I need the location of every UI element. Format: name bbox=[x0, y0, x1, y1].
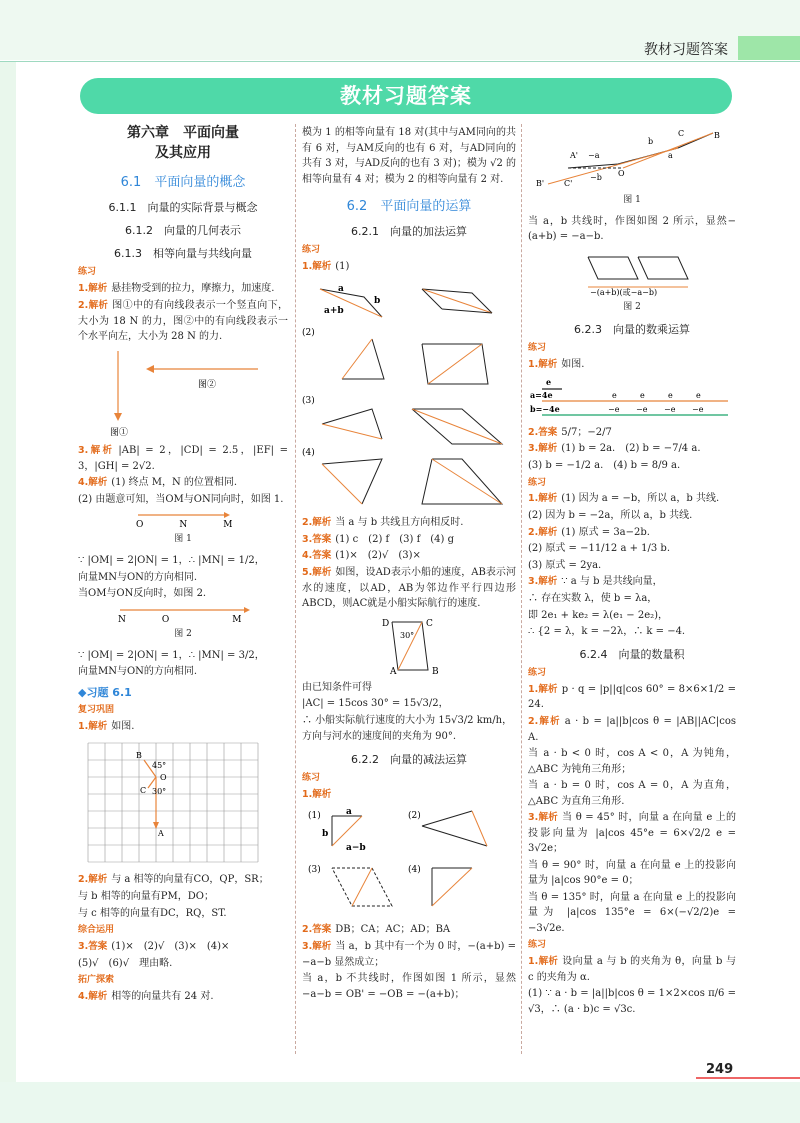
figure-caption: 图 1 bbox=[623, 195, 641, 205]
answer-tag: 2.解析 bbox=[78, 874, 108, 886]
boat-label: D bbox=[382, 618, 390, 629]
exercise-label: 练习 bbox=[528, 477, 547, 488]
figure-label: −e bbox=[636, 404, 648, 414]
vector-label: a bbox=[346, 807, 352, 818]
answer-item bbox=[78, 298, 288, 345]
answer-item bbox=[78, 939, 288, 955]
figure-label: C bbox=[678, 129, 685, 138]
column-2 bbox=[302, 124, 516, 1003]
header-divider bbox=[0, 61, 800, 62]
exercise-label: 练习 bbox=[528, 667, 547, 678]
answer-text: 当 a 与 b 共线且方向相反时. bbox=[335, 516, 464, 528]
answer-text: 如图. bbox=[561, 358, 585, 370]
answer-text: (1) 终点 M，N 的位置相同. bbox=[111, 477, 238, 489]
figure-label: −e bbox=[692, 404, 704, 414]
answer-item bbox=[78, 281, 288, 297]
exercise-set-title: ◆习题 6.1 bbox=[78, 685, 132, 699]
figure-label: e bbox=[640, 390, 645, 400]
boat-label: B bbox=[432, 666, 439, 676]
answer-tag: 3.解析 bbox=[528, 576, 558, 588]
exercise-label: 拓广探索 bbox=[78, 975, 115, 986]
vector-label: a bbox=[338, 283, 344, 294]
answer-text: 与 c 相等的向量有DC，RQ，ST. bbox=[78, 907, 227, 919]
answer-text: ∴ 存在实数 λ，使 b = λa， bbox=[528, 593, 658, 605]
part-label: (1) bbox=[308, 811, 321, 822]
boat-label: C bbox=[426, 618, 433, 629]
chapter-title-line: 第六章 平面向量 bbox=[127, 125, 239, 141]
answer-tag: 1.解析 bbox=[302, 788, 332, 800]
grid-label: A bbox=[158, 829, 164, 839]
answer-text: 向量MN与ON的方向相同. bbox=[78, 571, 198, 583]
subtraction-proof-figure bbox=[528, 128, 736, 190]
vector-addition-figures bbox=[302, 279, 516, 511]
figure-label: e bbox=[612, 390, 617, 400]
exercise-label: 练习 bbox=[528, 940, 547, 951]
exercise-label: 练习 bbox=[302, 772, 321, 783]
answer-item bbox=[528, 525, 736, 541]
answer-text: (1) b = 2a. (2) b = −7/4 a. bbox=[561, 443, 701, 455]
figure-label: −e bbox=[608, 404, 620, 414]
answer-text: 向量MN与ON的方向相同. bbox=[78, 666, 198, 678]
force-figure bbox=[78, 349, 288, 439]
answer-text: 方向与河水的速度间的夹角为 90°. bbox=[302, 731, 457, 743]
answer-tag: 3.解析 bbox=[78, 444, 115, 456]
answer-tag: 3.解析 bbox=[302, 941, 332, 953]
answer-item bbox=[302, 515, 516, 531]
answer-item bbox=[528, 425, 736, 441]
part-label: (2) bbox=[302, 327, 315, 338]
figure-label: B' bbox=[536, 179, 545, 188]
answer-item bbox=[528, 441, 736, 457]
figure-label: 图② bbox=[198, 379, 217, 390]
answer-item bbox=[528, 574, 736, 590]
subsection-title: 6.2.1 向量的加法运算 bbox=[351, 225, 467, 239]
header-title: 教材习题答案 bbox=[644, 42, 728, 58]
answer-item bbox=[78, 989, 288, 1005]
answer-item bbox=[78, 475, 288, 491]
answer-text: (2) 原式 = −11/12 a + 1/3 b. bbox=[528, 543, 671, 555]
answer-tag: 5.解析 bbox=[302, 567, 332, 578]
chapter-title-line: 及其应用 bbox=[155, 144, 211, 161]
exercise-label: 综合运用 bbox=[78, 925, 115, 936]
page-number-underline bbox=[696, 1077, 800, 1079]
answer-tag: 2.解析 bbox=[528, 715, 561, 727]
answer-text: (3) 原式 = 2ya. bbox=[528, 559, 602, 571]
boat-label: A bbox=[390, 666, 397, 676]
answer-tag: 2.答案 bbox=[302, 924, 332, 936]
answer-text: |AC| = 15cos 30° = 15√3/2， bbox=[302, 698, 449, 710]
answer-tag: 2.解析 bbox=[302, 516, 332, 528]
part-label: (3) bbox=[302, 395, 315, 406]
answer-tag: 4.解析 bbox=[78, 991, 108, 1003]
part-label: (4) bbox=[302, 447, 315, 458]
answer-text: (1) ∵ a · b = |a||b|cos θ = 1×2×cos π/6 = √3，∴ (a · b)c = √3c. bbox=[528, 988, 736, 1015]
answer-text: p · q = |p||q|cos 60° = 8×6×1/2 = 24. bbox=[528, 683, 736, 711]
answer-text: 悬挂物受到的拉力，摩擦力，加速度. bbox=[111, 283, 275, 295]
answer-text: ∴ {2 = λ，k = −2λ，∴ k = −4. bbox=[528, 626, 686, 638]
figure-label: b=−4e bbox=[530, 403, 560, 414]
answer-tag: 4.解析 bbox=[78, 477, 108, 489]
answer-text: 当 a，b 共线时，作图如图 2 所示，显然−(a+b) = −a−b. bbox=[528, 215, 736, 243]
answer-text: (1) c (2) f (3) f (4) g bbox=[335, 533, 455, 545]
answer-item bbox=[302, 922, 516, 938]
boat-label: 30° bbox=[400, 630, 415, 640]
point-labels: N O M bbox=[118, 614, 242, 624]
answer-tag: 1.解析 bbox=[78, 720, 108, 732]
part-label: (3) bbox=[308, 865, 321, 876]
answer-text: (1)× (2)√ (3)× (4)× bbox=[111, 941, 230, 953]
number-line-figure-2 bbox=[78, 606, 288, 624]
grid-label: 30° bbox=[152, 787, 167, 797]
figure-label: −(a+b)(或−a−b) bbox=[590, 287, 658, 297]
answer-text: 图①中的有向线段表示一个竖直向下，大小为 18 N 的力，图②中的有向线段表示一个水平向左，大小为 28 N 的力. bbox=[78, 300, 288, 343]
figure-label: a bbox=[668, 151, 673, 160]
answer-text: 5/7；−2/7 bbox=[561, 426, 612, 438]
figure-label: B bbox=[714, 131, 720, 140]
answer-text: (1)× (2)√ (3)× bbox=[335, 550, 421, 562]
figure-label: a=4e bbox=[530, 389, 553, 400]
figure-label: b bbox=[648, 137, 654, 146]
answer-text: (3) b = −1/2 a. (4) b = 8/9 a. bbox=[528, 460, 681, 472]
figure-label: A' bbox=[570, 151, 578, 160]
figure-label: −a bbox=[588, 151, 600, 160]
subsection-title: 6.1.2 向量的几何表示 bbox=[125, 224, 241, 238]
exercise-label: 练习 bbox=[528, 342, 547, 353]
boat-figure bbox=[302, 616, 516, 676]
answer-text: 即 2e₁ + ke₂ = λ(e₁ − 2e₂)， bbox=[528, 609, 669, 621]
figure-caption: 图 2 bbox=[623, 301, 641, 312]
answer-text: 当OM与ON反向时，如图 2. bbox=[78, 588, 207, 600]
answer-text: (1) bbox=[335, 261, 350, 273]
subsection-title: 6.2.2 向量的减法运算 bbox=[351, 752, 467, 766]
exercise-label: 练习 bbox=[302, 245, 321, 256]
figure-label: C' bbox=[564, 179, 573, 188]
answer-text: 当 a，b 其中有一个为 0 时，−(a+b) = −a−b 显然成立； bbox=[302, 941, 516, 968]
answer-tag: 3.答案 bbox=[78, 941, 108, 953]
part-label: (4) bbox=[408, 865, 421, 876]
answer-text: 如图，设AD表示小船的速度，AB表示河水的速度，以AD，AB为邻边作平行四边形 ABCD，则AC就是小船实际航行的速度. bbox=[302, 567, 516, 610]
figure-label: −b bbox=[590, 173, 602, 182]
answer-text: ∴ 小船实际航行速度的大小为 15√3/2 km/h， bbox=[302, 714, 513, 726]
column-3 bbox=[528, 124, 736, 1018]
answer-tag: 2.解析 bbox=[78, 300, 109, 312]
answer-item bbox=[528, 714, 736, 745]
answer-tag: 1.解析 bbox=[528, 358, 558, 370]
column-divider bbox=[521, 124, 522, 1054]
answer-text: (1) 因为 a = −b，所以 a，b 共线. bbox=[561, 493, 720, 505]
answer-text: ∵ |OM| = 2|ON| = 1，∴ |MN| = 1/2， bbox=[78, 555, 265, 567]
answer-text: 当 θ = 135° 时，向量 a 在向量 e 上的投影向量为 |a|cos 135°e = 6×(−√2/2)e = −3√2e. bbox=[528, 891, 736, 934]
grid-label: B bbox=[136, 751, 142, 761]
exercise-label: 复习巩固 bbox=[78, 704, 115, 715]
answer-item bbox=[302, 939, 516, 970]
part-label: (2) bbox=[408, 811, 421, 822]
answer-item bbox=[302, 259, 516, 275]
answer-text: (2) 由题意可知，当OM与ON同向时，如图 1. bbox=[78, 493, 284, 505]
answer-tag: 1.解析 bbox=[528, 956, 559, 968]
answer-tag: 3.解析 bbox=[528, 443, 558, 455]
section-title: 6.1 平面向量的概念 bbox=[120, 175, 246, 191]
answer-tag: 2.答案 bbox=[528, 426, 558, 438]
answer-text: ∵ a 与 b 是共线向量， bbox=[561, 576, 663, 588]
answer-text: (2) 因为 b = −2a，所以 a，b 共线. bbox=[528, 510, 693, 522]
answer-text: 设向量 a 与 b 的夹角为 θ，向量 b 与 c 的夹角为 α. bbox=[528, 956, 736, 983]
column-divider bbox=[295, 124, 296, 1054]
answer-text: 当 a，b 不共线时，作图如图 1 所示，显然−a−b = OB' = −OB = −(a+b)； bbox=[302, 973, 516, 1000]
figure-caption: 图 2 bbox=[174, 628, 192, 639]
answer-item bbox=[528, 810, 736, 857]
answer-text: 当 a · b < 0 时，cos A < 0，A 为钝角，△ABC 为钝角三角形； bbox=[528, 748, 736, 775]
grid-figure bbox=[78, 738, 268, 868]
figure-label: O bbox=[618, 169, 625, 178]
answer-item bbox=[302, 565, 516, 612]
answer-text: (5)√ (6)√ 理由略. bbox=[78, 957, 173, 969]
answer-text: 如图. bbox=[111, 720, 135, 732]
scalar-multiple-figure bbox=[528, 377, 736, 421]
number-line-figure-1 bbox=[78, 511, 288, 529]
page-banner: 教材习题答案 bbox=[80, 78, 732, 114]
answer-item bbox=[528, 954, 736, 985]
answer-item bbox=[528, 682, 736, 713]
answer-item bbox=[528, 357, 736, 373]
answer-item bbox=[528, 491, 736, 507]
exercise-label: 练习 bbox=[78, 267, 97, 278]
answer-tag: 4.答案 bbox=[302, 550, 332, 562]
chapter-title bbox=[78, 124, 288, 163]
answer-text: 与 b 相等的向量有PM，DO； bbox=[78, 891, 214, 903]
vector-subtraction-figures bbox=[302, 806, 516, 918]
subsection-title: 6.1.1 向量的实际背景与概念 bbox=[108, 201, 258, 215]
answer-item bbox=[78, 719, 288, 735]
figure-label: 图① bbox=[110, 427, 129, 438]
answer-text: (1) 原式 = 3a−2b. bbox=[561, 526, 650, 538]
figure-label: e bbox=[668, 390, 673, 400]
subsection-title: 6.2.3 向量的数乘运算 bbox=[574, 322, 690, 336]
answer-text: ∵ |OM| = 2|ON| = 1，∴ |MN| = 3/2， bbox=[78, 649, 265, 661]
vector-label: a+b bbox=[324, 305, 344, 316]
answer-text: DB；CA；AC；AD；BA bbox=[335, 924, 451, 936]
grid-label: C bbox=[140, 786, 147, 796]
answer-text: 由已知条件可得 bbox=[302, 681, 372, 693]
answer-text: 模为 1 的相等向量有 18 对(其中与AM同向的共有 6 对，与AM反向的也有 6 对，与AD同向的共有 3 对，与AD反向的也有 3 对)；模为 √2 的相等向量有 4 对；模为 2 的相等向量有 2 对. bbox=[302, 127, 516, 185]
answer-tag: 3.解析 bbox=[528, 812, 559, 824]
figure-label: e bbox=[546, 376, 552, 387]
vector-label: a−b bbox=[346, 843, 366, 854]
answer-item bbox=[78, 872, 288, 888]
figure-label: −e bbox=[664, 404, 676, 414]
grid-label: O bbox=[160, 773, 167, 783]
collinear-figure bbox=[528, 249, 736, 297]
answer-text: |AB| = 2，|CD| = 2.5，|EF| = 3，|GH| = 2√2. bbox=[78, 444, 288, 472]
answer-item bbox=[302, 532, 516, 548]
answer-item bbox=[302, 787, 516, 803]
answer-tag: 2.解析 bbox=[528, 526, 558, 538]
answer-tag: 1.解析 bbox=[78, 283, 108, 295]
answer-text: 当 θ = 45° 时，向量 a 在向量 e 上的投影向量为 |a|cos 45°e = 6×√2/2 e = 3√2e； bbox=[528, 812, 736, 855]
answer-tag: 1.解析 bbox=[528, 683, 558, 695]
answer-item bbox=[78, 443, 288, 474]
answer-text: a · b = |a||b|cos θ = |AB||AC|cos A. bbox=[528, 715, 736, 743]
column-1 bbox=[78, 124, 288, 1006]
subsection-title: 6.1.3 相等向量与共线向量 bbox=[114, 247, 252, 261]
point-labels: O N M bbox=[136, 520, 233, 530]
answer-tag: 1.解析 bbox=[528, 493, 558, 505]
answer-text: 当 a · b = 0 时，cos A = 0，A 为直角，△ABC 为直角三角形. bbox=[528, 780, 736, 807]
vector-label: b bbox=[322, 829, 329, 840]
subsection-title: 6.2.4 向量的数量积 bbox=[579, 647, 685, 661]
figure-label: e bbox=[696, 390, 701, 400]
answer-tag: 3.答案 bbox=[302, 533, 332, 545]
page-number: 249 bbox=[706, 1062, 734, 1077]
answer-tag: 1.解析 bbox=[302, 261, 332, 273]
answer-item bbox=[302, 548, 516, 564]
grid-label: 45° bbox=[152, 761, 167, 771]
footer-band bbox=[0, 1082, 800, 1123]
section-title: 6.2 平面向量的运算 bbox=[346, 199, 472, 214]
figure-caption: 图 1 bbox=[174, 534, 192, 545]
vector-label: b bbox=[374, 295, 381, 306]
answer-text: 当 θ = 90° 时，向量 a 在向量 e 上的投影向量为 |a|cos 90°e = 0； bbox=[528, 859, 736, 887]
answer-text: 与 a 相等的向量有CO，QP，SR； bbox=[111, 874, 269, 886]
answer-text: 相等的向量共有 24 对. bbox=[111, 991, 214, 1003]
header-tab bbox=[738, 36, 800, 60]
left-margin-band bbox=[0, 62, 16, 1123]
